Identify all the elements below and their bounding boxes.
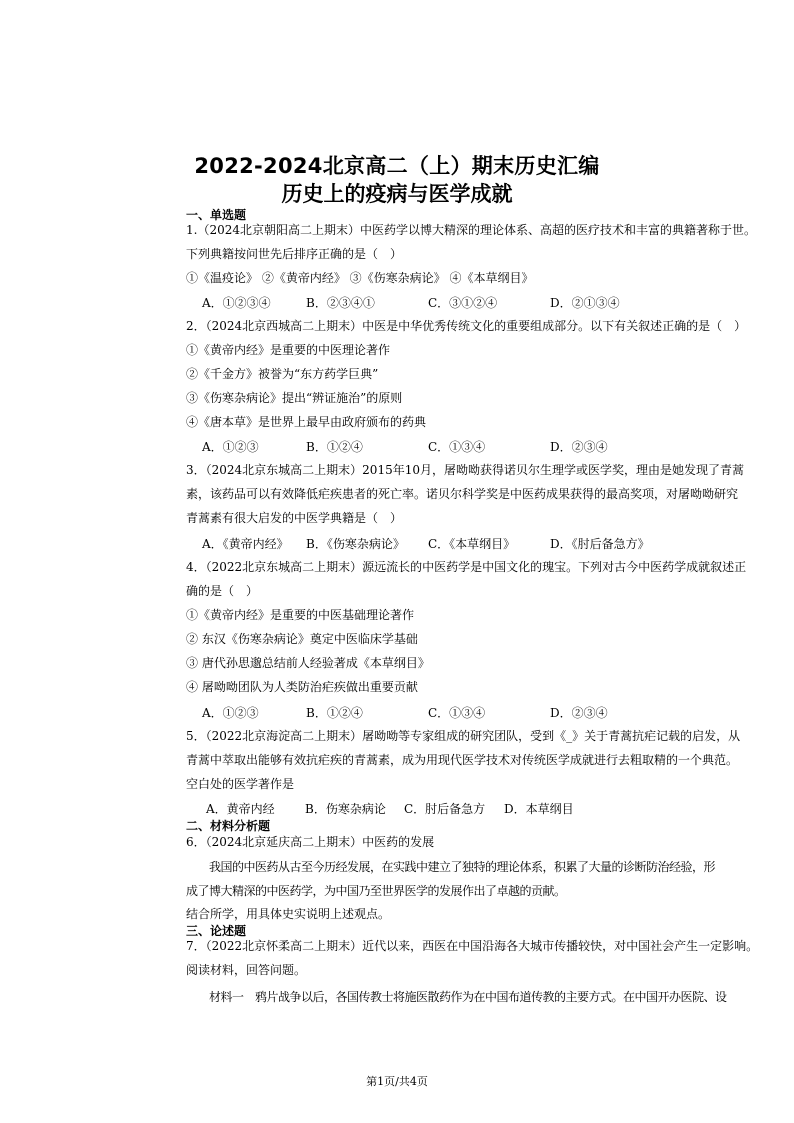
question-1-line-3: ①《温疫论》 ②《黄帝内经》 ③《伤寒杂病论》 ④《本草纲目》 [186, 271, 534, 285]
question-4-item-4: ④ 屠呦呦团队为人类防治疟疾做出重要贡献 [186, 680, 418, 694]
document-title: 2022-2024北京高二（上）期末历史汇编 [194, 154, 600, 178]
question-2-option-c: C．①③④ [428, 440, 486, 454]
question-6-material-line-1: 我国的中医药从古至今历经发展，在实践中建立了独特的理论体系，积累了大量的诊断防治经验，形 [186, 860, 716, 874]
question-7-line-1: 7．（2022北京怀柔高二上期末）近代以来，西医在中国沿海各大城市传播较快，对中国社会产生一定影响。 [186, 939, 759, 953]
question-5-option-b: B．伤寒杂病论 [305, 802, 386, 816]
question-1-option-d: D．②①③④ [550, 296, 620, 310]
question-5-option-c: C．肘后备急方 [404, 802, 486, 816]
question-4-option-a: A．①②③ [202, 706, 259, 720]
question-2-option-a: A．①②③ [202, 440, 259, 454]
question-6-material-line-2: 成了博大精深的中医药学，为中国乃至世界医学的发展作出了卓越的贡献。 [186, 884, 566, 898]
document-subtitle: 历史上的疫病与医学成就 [281, 182, 513, 206]
question-2-item-4: ④《唐本草》是世界上最早由政府颁布的药典 [186, 415, 427, 429]
question-6-prompt: 结合所学，用具体史实说明上述观点。 [186, 907, 391, 921]
question-4-item-3: ③ 唐代孙思邈总结前人经验著成《本草纲目》 [186, 656, 430, 670]
question-3-line-2: 素，该药品可以有效降低疟疾患者的死亡率。诺贝尔科学奖是中医药成果获得的最高奖项，对屠呦呦研究 [186, 487, 739, 501]
question-1-option-c: C．③①②④ [428, 296, 498, 310]
question-2-option-b: B．①②④ [306, 440, 363, 454]
question-4-line-2: 确的是（ ） [186, 584, 259, 598]
question-3-option-a: A．《黄帝内经》 [202, 537, 289, 551]
question-2-option-d: D．②③④ [550, 440, 608, 454]
question-1-option-a: A．①②③④ [202, 296, 271, 310]
question-2-item-2: ②《千金方》被誉为“东方药学巨典” [186, 367, 379, 381]
question-4-line-1: 4．（2022北京东城高二上期末）源远流长的中医药学是中国文化的瑰宝。下列对古今中医药学成就叙述正 [186, 560, 747, 574]
section-heading-material-analysis: 二、材料分析题 [186, 819, 271, 833]
question-1-option-b: B．②③④① [306, 296, 375, 310]
question-7-material-line-1: 材料一 鸦片战争以后，各国传教士将施医散药作为在中国布道传教的主要方式。在中国开办医院、设 [186, 990, 727, 1004]
question-4-item-2: ② 东汉《伤寒杂病论》奠定中医临床学基础 [186, 632, 418, 646]
question-5-line-3: 空白处的医学著作是 [186, 777, 295, 791]
question-5-line-2: 青蒿中萃取出能够有效抗疟疾的青蒿素，成为用现代医学技术对传统医学成就进行去粗取精的一个典范。 [186, 753, 739, 767]
page-number: 第1页/共4页 [366, 1075, 428, 1088]
question-5-option-d: D．本草纲目 [504, 802, 574, 816]
section-heading-single-choice: 一、单选题 [186, 208, 247, 222]
question-5-option-a: A．黄帝内经 [206, 802, 275, 816]
question-7-line-2: 阅读材料，回答问题。 [186, 963, 307, 977]
question-3-option-b: B．《伤寒杂病论》 [306, 537, 405, 551]
question-5-line-1: 5．（2022北京海淀高二上期末）屠呦呦等专家组成的研究团队，受到《_》关于青蒿抗疟记载的启发，从 [186, 729, 741, 743]
question-2-item-3: ③《伤寒杂病论》提出“辨证施治”的原则 [186, 391, 403, 405]
question-4-item-1: ①《黄帝内经》是重要的中医基础理论著作 [186, 608, 415, 622]
question-2-item-1: ①《黄帝内经》是重要的中医理论著作 [186, 343, 391, 357]
question-4-option-b: B．①②④ [306, 706, 363, 720]
question-3-line-1: 3．（2024北京东城高二上期末）2015年10月，屠呦呦获得诺贝尔生理学或医学奖，理由是她发现了青蒿 [186, 463, 744, 477]
question-1-line-2: 下列典籍按问世先后排序正确的是（ ） [186, 247, 403, 261]
question-3-option-c: C．《本草纲目》 [428, 537, 516, 551]
question-4-option-c: C．①③④ [428, 706, 486, 720]
question-1-line-1: 1.（2024北京朝阳高二上期末）中医药学以博大精深的理论体系、高超的医疗技术和丰富的典籍著称于世。 [186, 223, 756, 237]
question-3-option-d: D．《肘后备急方》 [550, 537, 650, 551]
question-4-option-d: D．②③④ [550, 706, 608, 720]
question-2-line-1: 2．（2024北京西城高二上期末）中医是中华优秀传统文化的重要组成部分。以下有关叙述正确的是（ ） [186, 319, 747, 333]
question-6-line-1: 6．（2024北京延庆高二上期末）中医药的发展 [186, 835, 435, 849]
question-3-line-3: 青蒿素有很大启发的中医学典籍是（ ） [186, 511, 403, 525]
section-heading-essay: 三、论述题 [186, 924, 247, 938]
